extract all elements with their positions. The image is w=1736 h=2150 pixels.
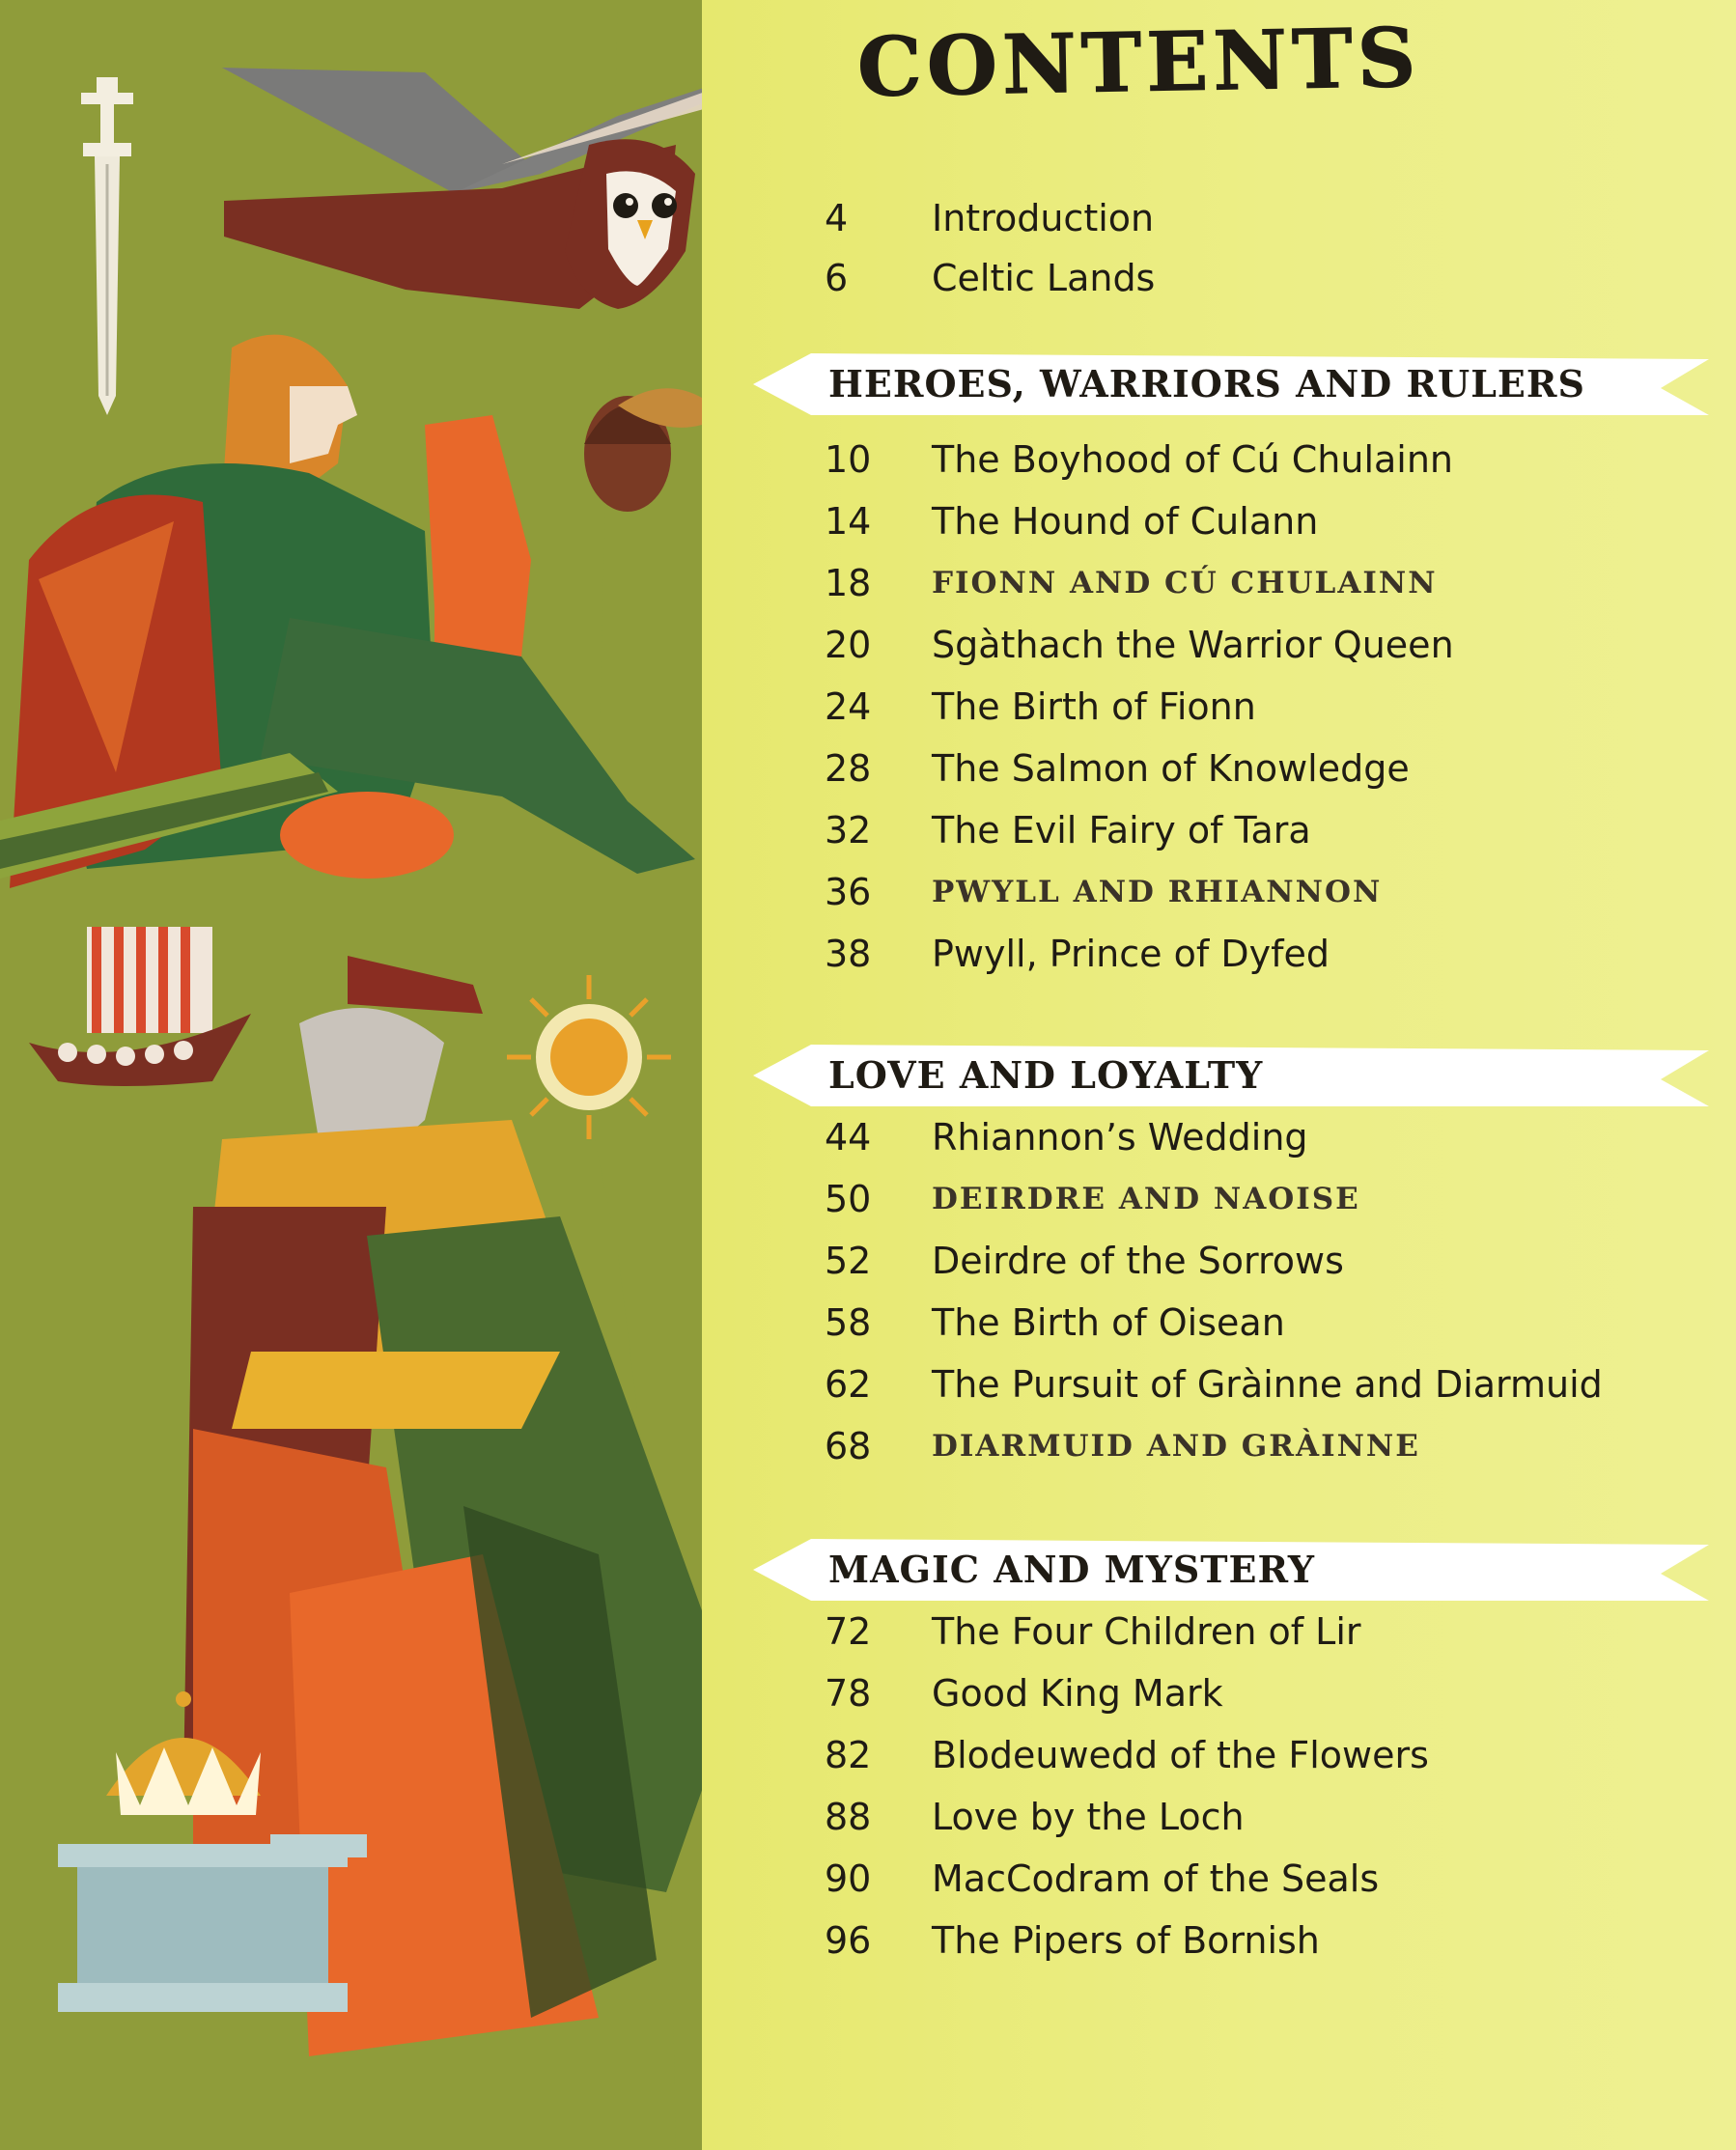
contents-title: CONTENTS [856,9,1422,115]
page-number: 6 [825,257,849,299]
page-number: 24 [825,685,872,728]
page-number: 62 [825,1363,872,1406]
entry-title: Sgàthach the Warrior Queen [932,624,1454,666]
toc-entry[interactable] [0,678,1736,736]
section-heading: HEROES, WARRIORS AND RULERS [828,362,1585,405]
toc-entry[interactable] [0,1108,1736,1166]
page-number: 68 [825,1425,872,1467]
entry-title: The Salmon of Knowledge [932,747,1410,790]
entry-title: The Pursuit of Gràinne and Diarmuid [932,1363,1603,1406]
toc-entry[interactable] [0,1232,1736,1290]
page-number: 88 [825,1796,872,1838]
entry-title: The Hound of Culann [932,500,1319,543]
section-heading: LOVE AND LOYALTY [828,1053,1264,1097]
entry-title: Introduction [932,197,1155,239]
toc-entry[interactable] [0,1355,1736,1413]
section-banner-heroes [753,349,1709,419]
toc-entry[interactable] [0,1726,1736,1784]
toc-entry[interactable] [0,1664,1736,1722]
entry-title: PWYLL AND RHIANNON [932,875,1383,909]
page-number: 44 [825,1116,872,1159]
toc-entry[interactable] [0,1170,1736,1228]
page-number: 96 [825,1919,872,1962]
page-number: 10 [825,438,872,481]
entry-title: The Birth of Oisean [932,1301,1285,1344]
entry-title: Pwyll, Prince of Dyfed [932,933,1330,975]
section-banner-magic [753,1535,1709,1605]
entry-title: Deirdre of the Sorrows [932,1240,1344,1282]
entry-title: The Four Children of Lir [932,1610,1361,1653]
toc-entry[interactable] [0,1603,1736,1661]
entry-title: Rhiannon’s Wedding [932,1116,1308,1159]
toc-entry[interactable] [0,189,1736,247]
page-number: 58 [825,1301,872,1344]
page-number: 90 [825,1857,872,1900]
entry-title: The Birth of Fionn [932,685,1256,728]
entry-title: The Evil Fairy of Tara [932,809,1311,852]
page-number: 52 [825,1240,872,1282]
entry-title: DEIRDRE AND NAOISE [932,1182,1360,1216]
toc-entry[interactable] [0,492,1736,550]
page-number: 38 [825,933,872,975]
entry-title: Good King Mark [932,1672,1223,1715]
toc-entry[interactable] [0,925,1736,983]
entry-title: Love by the Loch [932,1796,1245,1838]
toc-entry[interactable] [0,431,1736,489]
page-number: 32 [825,809,872,852]
entry-title: The Boyhood of Cú Chulainn [932,438,1454,481]
toc-entry[interactable] [0,801,1736,859]
entry-title: DIARMUID AND GRÀINNE [932,1429,1420,1464]
toc-entry[interactable] [0,249,1736,307]
toc-entry[interactable] [0,1912,1736,1969]
page-number: 36 [825,871,872,913]
section-banner-love [753,1041,1709,1110]
toc-entry[interactable] [0,554,1736,612]
entry-title: Celtic Lands [932,257,1156,299]
page-number: 78 [825,1672,872,1715]
toc-entry[interactable] [0,863,1736,921]
entry-title: FIONN AND CÚ CHULAINN [932,566,1438,600]
page-number: 72 [825,1610,872,1653]
toc-entry[interactable] [0,1850,1736,1908]
entry-title: MacCodram of the Seals [932,1857,1380,1900]
toc-entry[interactable] [0,1294,1736,1352]
page-number: 4 [825,197,849,239]
entry-title: Blodeuwedd of the Flowers [932,1734,1429,1776]
page-number: 82 [825,1734,872,1776]
entry-title: The Pipers of Bornish [932,1919,1320,1962]
section-heading: MAGIC AND MYSTERY [828,1548,1316,1591]
toc-entry[interactable] [0,740,1736,797]
page-number: 18 [825,562,872,604]
page-number: 14 [825,500,872,543]
page-number: 28 [825,747,872,790]
page-number: 20 [825,624,872,666]
toc-entry[interactable] [0,1788,1736,1846]
toc-entry[interactable] [0,616,1736,674]
toc-entry[interactable] [0,1417,1736,1475]
page-number: 50 [825,1178,872,1220]
